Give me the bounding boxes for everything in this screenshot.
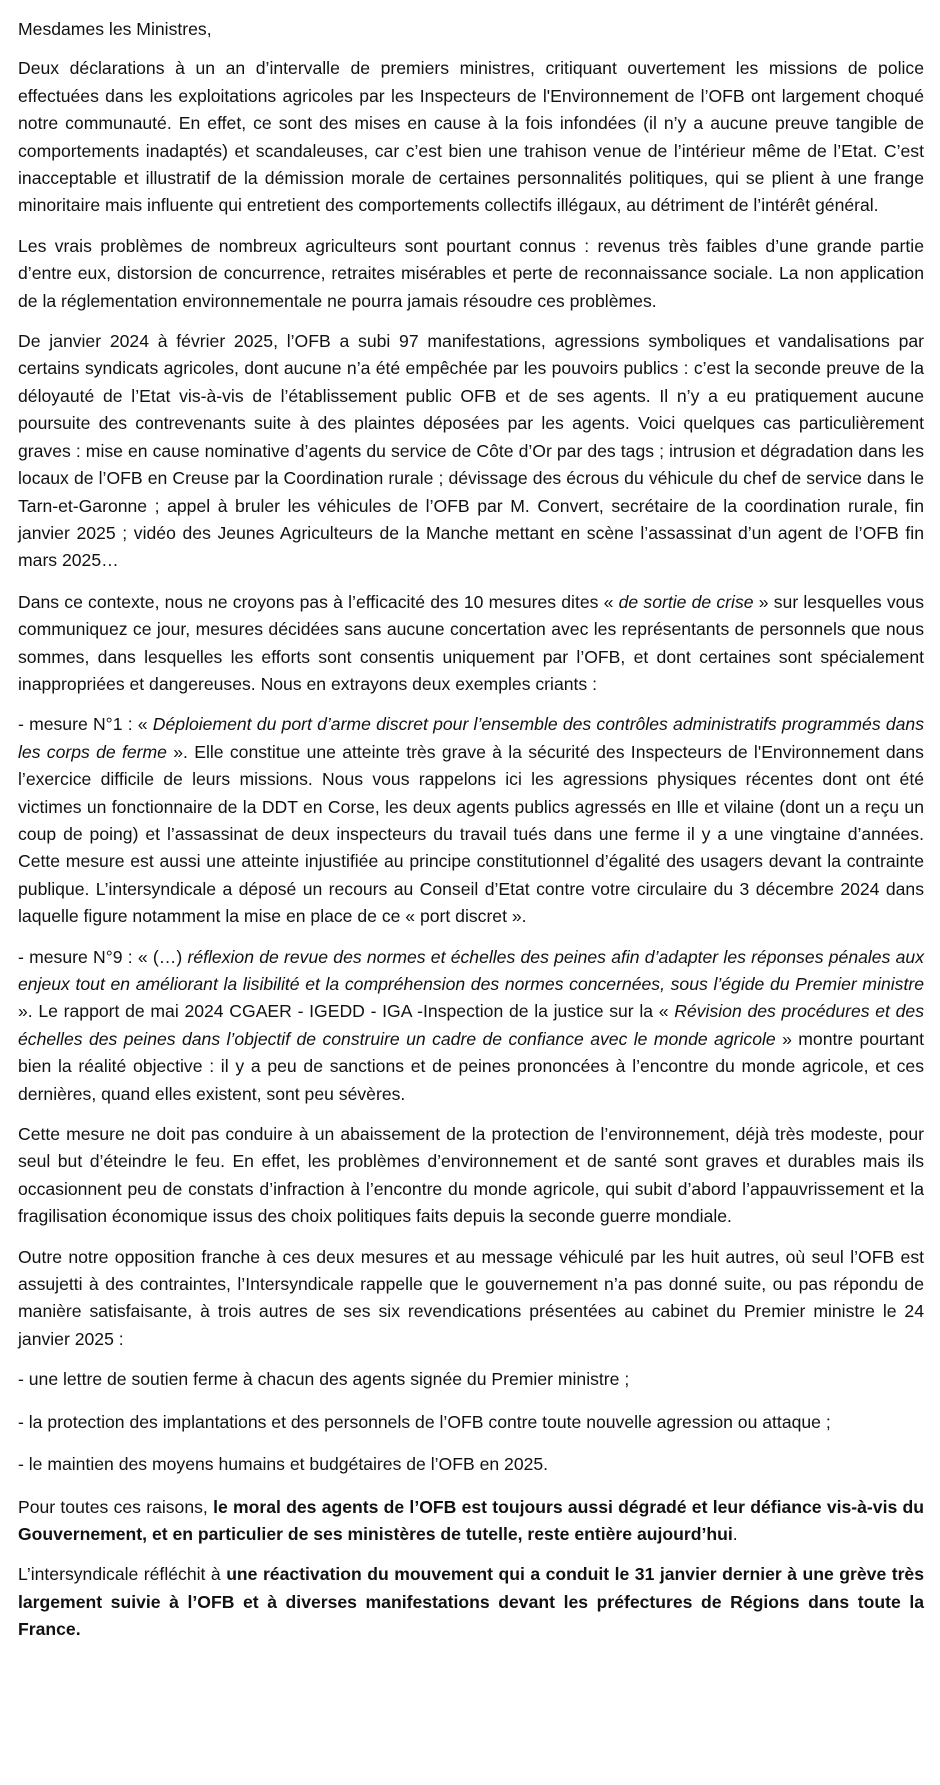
list-item: - la protection des implantations et des personnels de l’OFB contre toute nouvelle agression ou attaque ; — [18, 1411, 831, 1432]
bold-run: le moral des agents de l’OFB est toujours aussi dégradé et leur défiance vis-à-vis du Gouvernement, et en particulier de ses ministères de tutelle, reste entière aujourd’hui — [18, 1496, 924, 1544]
text-run: - mesure N°9 : « (…) — [18, 946, 188, 967]
emphasis-run: Révision des procédures et des échelles des peines dans l’objectif de construire un cadre de confiance avec le monde agricole — [18, 1001, 924, 1049]
paragraph-opposition: Outre notre opposition franche à ces deux mesures et au message véhiculé par les huit autres, où seul l’OFB est assujetti à des contraintes, l’Intersyndicale rappelle que le gouvernement n’a pas donné suite, ou pas répondu de manière satisfaisante, à trois autres de ses six revendications présentées au cabinet du Premier ministre le 24 janvier 2025 : — [18, 1246, 924, 1349]
emphasis-run: réflexion de revue des normes et échelles des peines afin d’adapter les réponses pénales aux enjeux tout en améliorant la lisibilité et la compréhension des normes concernées, sous l’égide du Premier ministre — [18, 946, 924, 994]
text-run: Dans ce contexte, nous ne croyons pas à l’efficacité des 10 mesures dites « — [18, 591, 619, 612]
paragraph-measure-1 — [18, 711, 924, 930]
paragraph-aggressions: De janvier 2024 à février 2025, l’OFB a subi 97 manifestations, agressions symboliques et vandalisations par certains syndicats agricoles, dont aucune n’a été empêchée par les pouvoirs publics : c’est la seconde preuve de la déloyauté de l’Etat vis-à-vis de l’établissement public OFB et de ses agents. Il n’y a eu pratiquement aucune poursuite des contrevenants suite à des plaintes déposées par les agents. Voici quelques cas particulièrement graves : mise en cause nominative d’agents du service de Côte d’Or par des tags ; intrusion et dégradation dans les locaux de l’OFB en Creuse par la Coordination rurale ; dévissage des écrous du véhicule du chef de service dans le Tarn-et-Garonne ; appel à bruler les véhicules de l’OFB par M. Convert, secrétaire de la coordination rurale, fin janvier 2025 ; vidéo des Jeunes Agriculteurs de la Manche mettant en scène l’assassinat d’un agent de l’OFB fin mars 2025… — [18, 331, 924, 571]
emphasis-run: Déploiement du port d’arme discret pour l’ensemble des contrôles administratifs programmés dans les corps de ferme — [18, 714, 925, 762]
paragraph-strike-reactivation — [18, 1561, 924, 1643]
emphasis-run: de sortie de crise — [618, 591, 754, 612]
paragraph-ten-measures — [18, 589, 924, 699]
text-run: . — [732, 1523, 738, 1544]
paragraph-measure-9 — [18, 944, 924, 1108]
text-run: ». Elle constitue une atteinte très grave à la sécurité des Inspecteurs de l'Environnement dans l’exercice difficile de leurs missions. Nous vous rappelons ici les agressions physiques récentes dont ont été victimes un fonctionnaire de la DDT en Corse, les deux agents publics agressés en Ille et vilaine (dont un a reçu un coup de poing) et l’assassinat de deux inspecteurs du travail tués dans une ferme il y a une vingtaine d’années. Cette mesure est aussi une atteinte injustifiée au principe constitutionnel d’égalité des usagers devant la contrainte publique. L’intersyndicale a déposé un recours au Conseil d’Etat contre votre circulaire du 3 décembre 2024 dans laquelle figure notamment la mise en place de ce « port discret ». — [18, 741, 924, 927]
text-run: L’intersyndicale réfléchit à — [18, 1564, 227, 1585]
text-run: ». Le rapport de mai 2024 CGAER - IGEDD - IGA -Inspection de la justice sur la « — [18, 1001, 675, 1022]
paragraph-farmers-problems: Les vrais problèmes de nombreux agriculteurs sont pourtant connus : revenus très faibles d’une grande partie d’entre eux, distorsion de concurrence, retraites misérables et perte de reconnaissance sociale. La non application de la réglementation environnementale ne pourra jamais résoudre ces problèmes. — [18, 235, 924, 311]
bold-run: une réactivation du mouvement qui a conduit le 31 janvier dernier à une grève très largement suivie à l’OFB et à diverses manifestations devant les préfectures de Régions dans toute la France. — [18, 1564, 924, 1640]
list-item: - une lettre de soutien ferme à chacun des agents signée du Premier ministre ; — [18, 1369, 630, 1390]
text-run: Pour toutes ces raisons, — [18, 1496, 214, 1517]
text-run: » montre pourtant bien la réalité objective : il y a peu de sanctions et de peines prononcées à l’encontre du monde agricole, et ces dernières, quand elles existent, sont peu sévères. — [18, 1028, 924, 1104]
text-run: - mesure N°1 : « — [18, 714, 153, 735]
salutation: Mesdames les Ministres, — [18, 19, 212, 39]
list-item: - le maintien des moyens humains et budgétaires de l’OFB en 2025. — [18, 1454, 549, 1475]
paragraph-environment-protection: Cette mesure ne doit pas conduire à un abaissement de la protection de l’environnement, déjà très modeste, pour seul but d’éteindre le feu. En effet, les problèmes d’environnement et de santé sont graves et durables mais ils occasionnent peu de constats d’infraction à l’encontre du monde agricole, qui subit d’abord l’appauvrissement et la fragilisation économique issus des choix politiques faits depuis la seconde guerre mondiale. — [18, 1124, 924, 1227]
paragraph-ministers-declarations: Deux déclarations à un an d’intervalle de premiers ministres, critiquant ouvertement les missions de police effectuées dans les exploitations agricoles par les Inspecteurs de l'Environnement de l’OFB ont largement choqué notre communauté. En effet, ce sont des mises en cause à la fois infondées (il n’y a aucune preuve tangible de comportements inadaptés) et scandaleuses, car c’est bien une trahison venue de l’intérieur même de l’Etat. C’est inacceptable et illustratif de la démission morale de certaines personnalités politiques, qui se plient à une frange minoritaire mais influente qui entretient des comportements collectifs illégaux, au détriment de l’intérêt général. — [18, 58, 924, 216]
text-run: » sur lesquelles vous communiquez ce jour, mesures décidées sans aucune concertation avec les représentants de personnels que nous sommes, dans lesquelles les efforts sont consentis uniquement par l’OFB, et dont certaines sont spécialement inappropriées et dangereuses. Nous en extrayons deux exemples criants : — [18, 591, 924, 694]
paragraph-morale — [18, 1494, 924, 1549]
